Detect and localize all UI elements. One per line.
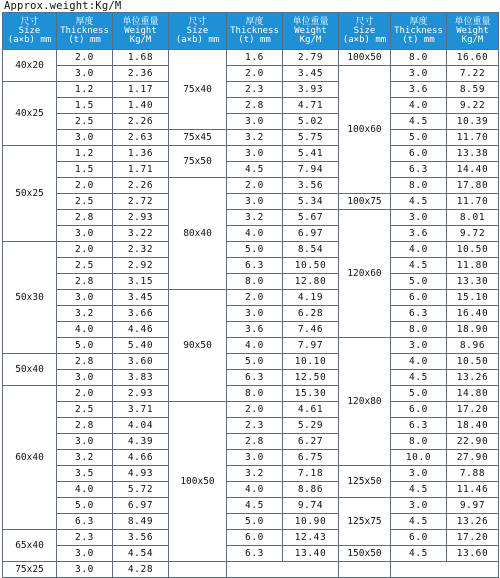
table-row (3, 418, 499, 434)
weight-table (2, 12, 499, 578)
thickness-cell: 3.0 (227, 194, 283, 210)
size-cell: 100x60 (339, 66, 391, 194)
thickness-cell: 2.8 (57, 354, 113, 370)
table-row (3, 98, 499, 114)
weight-cell: 2.63 (113, 130, 169, 146)
table-row (3, 386, 499, 402)
weight-cell: 8.01 (447, 210, 499, 226)
table-row (3, 66, 499, 82)
table-row (3, 434, 499, 450)
size-cell: 75x25 (3, 562, 57, 578)
table-row (3, 258, 499, 274)
thickness-cell: 4.0 (391, 242, 447, 258)
thickness-cell: 5.0 (391, 274, 447, 290)
thickness-cell: 3.0 (227, 114, 283, 130)
thickness-cell: 3.2 (57, 306, 113, 322)
weight-cell: 7.94 (283, 162, 339, 178)
size-cell: 120x80 (339, 338, 391, 466)
weight-cell: 14.80 (447, 386, 499, 402)
weight-cell: 27.90 (447, 450, 499, 466)
weight-caption: Approx.weight:Kg/M (4, 0, 122, 12)
size-header: 尺寸 Size (a×b) mm (3, 13, 57, 50)
table-row (3, 562, 499, 578)
weight-cell: 6.28 (283, 306, 339, 322)
table-row (3, 450, 499, 466)
weight-header: 单位重量 Weight Kg/M (113, 13, 169, 50)
thickness-cell: 4.5 (391, 482, 447, 498)
weight-cell: 3.15 (113, 274, 169, 290)
weight-cell: 11.70 (447, 194, 499, 210)
table-row (3, 498, 499, 514)
thickness-cell: 5.0 (57, 498, 113, 514)
thickness-cell: 6.3 (391, 306, 447, 322)
table-row (3, 402, 499, 418)
weight-cell: 11.46 (447, 482, 499, 498)
thickness-cell: 2.5 (57, 114, 113, 130)
thickness-cell: 6.3 (227, 258, 283, 274)
size-cell: 90x50 (169, 290, 227, 402)
thickness-cell: 8.0 (391, 178, 447, 194)
thickness-cell: 4.5 (391, 370, 447, 386)
blank-cell (391, 562, 499, 578)
table-row (3, 146, 499, 162)
thickness-cell: 8.0 (227, 274, 283, 290)
thickness-cell: 4.0 (227, 226, 283, 242)
size-cell: 125x50 (339, 466, 391, 498)
weight-cell: 1.36 (113, 146, 169, 162)
weight-cell: 15.10 (447, 290, 499, 306)
weight-cell: 3.45 (113, 290, 169, 306)
thickness-cell: 8.0 (227, 386, 283, 402)
thickness-cell: 4.5 (227, 162, 283, 178)
table-row (3, 466, 499, 482)
thickness-cell: 5.0 (391, 386, 447, 402)
thickness-cell: 1.6 (227, 50, 283, 66)
weight-cell: 10.39 (447, 114, 499, 130)
thickness-cell: 3.0 (57, 226, 113, 242)
thickness-cell: 3.0 (391, 498, 447, 514)
weight-cell: 1.40 (113, 98, 169, 114)
thickness-cell: 3.5 (57, 466, 113, 482)
weight-cell: 9.72 (447, 226, 499, 242)
weight-cell: 17.20 (447, 402, 499, 418)
size-cell: 100x50 (169, 402, 227, 562)
table-row (3, 226, 499, 242)
thickness-cell: 3.0 (227, 306, 283, 322)
weight-cell: 8.96 (447, 338, 499, 354)
weight-cell: 16.60 (447, 50, 499, 66)
weight-cell: 18.90 (447, 322, 499, 338)
thickness-cell: 3.2 (227, 130, 283, 146)
size-header: 尺寸 Size (a×b) mm (169, 13, 227, 50)
table-row (3, 546, 499, 562)
thickness-cell: 4.0 (227, 338, 283, 354)
thickness-cell: 4.0 (391, 354, 447, 370)
thickness-cell: 3.0 (227, 146, 283, 162)
weight-header: 单位重量 Weight Kg/M (283, 13, 339, 50)
size-cell: 75x45 (169, 130, 227, 146)
size-cell: 100x50 (339, 50, 391, 66)
thickness-cell: 1.2 (57, 146, 113, 162)
thickness-cell: 2.5 (57, 194, 113, 210)
thickness-cell: 4.0 (227, 482, 283, 498)
weight-cell: 5.72 (113, 482, 169, 498)
size-header: 尺寸 Size (a×b) mm (339, 13, 391, 50)
weight-cell: 4.54 (113, 546, 169, 562)
thickness-cell: 5.0 (227, 242, 283, 258)
weight-cell: 10.50 (283, 258, 339, 274)
weight-cell: 18.40 (447, 418, 499, 434)
table-row (3, 354, 499, 370)
size-cell: 50x30 (3, 242, 57, 354)
table-row (3, 274, 499, 290)
thickness-cell: 5.0 (227, 354, 283, 370)
weight-cell: 9.74 (283, 498, 339, 514)
weight-cell: 5.29 (283, 418, 339, 434)
weight-cell: 5.75 (283, 130, 339, 146)
weight-cell: 6.27 (283, 434, 339, 450)
thickness-cell: 4.0 (57, 322, 113, 338)
thickness-cell: 6.3 (391, 162, 447, 178)
thickness-cell: 3.6 (391, 226, 447, 242)
weight-cell: 6.97 (283, 226, 339, 242)
thickness-cell: 6.3 (57, 514, 113, 530)
thickness-cell: 4.5 (391, 258, 447, 274)
size-cell: 65x40 (3, 530, 57, 562)
thickness-cell: 5.0 (227, 514, 283, 530)
weight-cell: 12.43 (283, 530, 339, 546)
weight-cell: 3.56 (283, 178, 339, 194)
blank-cell (169, 562, 227, 578)
size-cell: 75x50 (169, 146, 227, 178)
weight-cell: 11.80 (447, 258, 499, 274)
weight-cell: 9.22 (447, 98, 499, 114)
weight-cell: 2.93 (113, 386, 169, 402)
weight-cell: 10.10 (283, 354, 339, 370)
thickness-cell: 4.0 (391, 98, 447, 114)
weight-cell: 8.49 (113, 514, 169, 530)
thickness-cell: 1.2 (57, 82, 113, 98)
table-row (3, 530, 499, 546)
thickness-cell: 2.8 (227, 434, 283, 450)
thickness-cell: 8.0 (391, 322, 447, 338)
thickness-cell: 3.0 (57, 546, 113, 562)
thickness-cell: 2.3 (227, 82, 283, 98)
weight-cell: 3.93 (283, 82, 339, 98)
thickness-cell: 5.0 (391, 130, 447, 146)
weight-cell: 2.79 (283, 50, 339, 66)
weight-cell: 13.38 (447, 146, 499, 162)
blank-cell (339, 562, 391, 578)
size-cell: 60x40 (3, 386, 57, 530)
thickness-cell: 3.0 (57, 290, 113, 306)
thickness-cell: 2.0 (227, 66, 283, 82)
thickness-cell: 2.3 (57, 530, 113, 546)
weight-cell: 2.93 (113, 210, 169, 226)
size-cell: 150x50 (339, 546, 391, 562)
thickness-cell: 3.0 (57, 370, 113, 386)
weight-cell: 16.40 (447, 306, 499, 322)
thickness-cell: 4.5 (227, 498, 283, 514)
weight-cell: 6.97 (113, 498, 169, 514)
table-row (3, 178, 499, 194)
weight-cell: 7.46 (283, 322, 339, 338)
weight-cell: 7.18 (283, 466, 339, 482)
thickness-cell: 5.0 (57, 338, 113, 354)
thickness-cell: 10.0 (391, 450, 447, 466)
thickness-cell: 2.8 (57, 274, 113, 290)
weight-cell: 12.80 (283, 274, 339, 290)
weight-cell: 2.26 (113, 114, 169, 130)
thickness-cell: 6.0 (227, 530, 283, 546)
weight-cell: 5.40 (113, 338, 169, 354)
thickness-cell: 6.3 (227, 370, 283, 386)
weight-cell: 4.61 (283, 402, 339, 418)
weight-cell: 3.83 (113, 370, 169, 386)
weight-cell: 13.60 (447, 546, 499, 562)
thickness-cell: 1.5 (57, 98, 113, 114)
table-row (3, 482, 499, 498)
thickness-cell: 2.0 (57, 386, 113, 402)
weight-cell: 2.36 (113, 66, 169, 82)
table-row (3, 514, 499, 530)
weight-cell: 22.90 (447, 434, 499, 450)
weight-cell: 9.97 (447, 498, 499, 514)
thickness-cell: 2.8 (57, 418, 113, 434)
thickness-cell: 3.0 (57, 562, 113, 578)
weight-cell: 2.72 (113, 194, 169, 210)
table-row (3, 82, 499, 98)
table-row (3, 50, 499, 66)
thickness-cell: 8.0 (391, 434, 447, 450)
thickness-cell: 6.3 (391, 418, 447, 434)
size-cell: 50x25 (3, 146, 57, 242)
weight-cell: 4.19 (283, 290, 339, 306)
size-cell: 125x75 (339, 498, 391, 546)
weight-cell: 4.93 (113, 466, 169, 482)
thickness-cell: 2.0 (227, 402, 283, 418)
thickness-cell: 4.5 (391, 194, 447, 210)
thickness-cell: 6.0 (391, 530, 447, 546)
weight-cell: 12.50 (283, 370, 339, 386)
weight-cell: 3.60 (113, 354, 169, 370)
weight-cell: 1.71 (113, 162, 169, 178)
thickness-cell: 1.5 (57, 162, 113, 178)
weight-cell: 5.02 (283, 114, 339, 130)
thickness-cell: 3.0 (227, 450, 283, 466)
weight-cell: 17.20 (447, 530, 499, 546)
weight-cell: 3.66 (113, 306, 169, 322)
size-cell: 40x25 (3, 82, 57, 146)
thickness-header: 厚度 Thickness (t) mm (57, 13, 113, 50)
thickness-cell: 3.6 (227, 322, 283, 338)
weight-cell: 8.86 (283, 482, 339, 498)
weight-cell: 4.28 (113, 562, 169, 578)
thickness-cell: 6.0 (391, 146, 447, 162)
thickness-cell: 3.0 (391, 338, 447, 354)
weight-cell: 4.04 (113, 418, 169, 434)
thickness-cell: 2.0 (227, 290, 283, 306)
weight-cell: 4.71 (283, 98, 339, 114)
thickness-cell: 6.0 (391, 290, 447, 306)
thickness-cell: 3.0 (57, 130, 113, 146)
blank-cell (227, 562, 339, 578)
weight-cell: 7.22 (447, 66, 499, 82)
weight-cell: 3.45 (283, 66, 339, 82)
weight-cell: 7.97 (283, 338, 339, 354)
weight-cell: 14.40 (447, 162, 499, 178)
weight-cell: 8.54 (283, 242, 339, 258)
thickness-cell: 2.0 (57, 178, 113, 194)
weight-cell: 13.30 (447, 274, 499, 290)
weight-cell: 4.39 (113, 434, 169, 450)
thickness-cell: 2.0 (57, 50, 113, 66)
thickness-cell: 3.0 (391, 210, 447, 226)
weight-cell: 6.75 (283, 450, 339, 466)
weight-cell: 2.92 (113, 258, 169, 274)
weight-cell: 5.67 (283, 210, 339, 226)
thickness-cell: 3.0 (391, 466, 447, 482)
weight-cell: 3.71 (113, 402, 169, 418)
size-cell: 50x40 (3, 354, 57, 386)
weight-cell: 1.68 (113, 50, 169, 66)
weight-cell: 5.41 (283, 146, 339, 162)
thickness-cell: 3.2 (227, 210, 283, 226)
size-cell: 120x60 (339, 210, 391, 338)
table-row (3, 162, 499, 178)
weight-cell: 2.32 (113, 242, 169, 258)
table-row (3, 338, 499, 354)
table-row (3, 210, 499, 226)
weight-cell: 10.90 (283, 514, 339, 530)
weight-cell: 2.26 (113, 178, 169, 194)
weight-cell: 4.46 (113, 322, 169, 338)
thickness-cell: 3.0 (391, 66, 447, 82)
weight-cell: 13.26 (447, 514, 499, 530)
weight-cell: 5.34 (283, 194, 339, 210)
thickness-cell: 3.0 (57, 434, 113, 450)
thickness-cell: 4.5 (391, 546, 447, 562)
table-row (3, 306, 499, 322)
size-cell: 40x20 (3, 50, 57, 82)
thickness-cell: 2.5 (57, 258, 113, 274)
weight-cell: 13.40 (283, 546, 339, 562)
table-row (3, 290, 499, 306)
weight-header: 单位重量 Weight Kg/M (447, 13, 499, 50)
header-row (3, 13, 499, 50)
table-row (3, 322, 499, 338)
weight-cell: 3.22 (113, 226, 169, 242)
table-row (3, 242, 499, 258)
thickness-cell: 6.3 (227, 546, 283, 562)
size-cell: 80x40 (169, 178, 227, 290)
thickness-cell: 3.2 (227, 466, 283, 482)
thickness-cell: 3.0 (57, 66, 113, 82)
table-row (3, 194, 499, 210)
weight-cell: 7.88 (447, 466, 499, 482)
thickness-cell: 2.0 (227, 178, 283, 194)
weight-cell: 11.70 (447, 130, 499, 146)
weight-cell: 15.30 (283, 386, 339, 402)
thickness-cell: 2.8 (57, 210, 113, 226)
table-row (3, 370, 499, 386)
thickness-cell: 2.8 (227, 98, 283, 114)
weight-cell: 8.59 (447, 82, 499, 98)
thickness-cell: 4.0 (57, 482, 113, 498)
thickness-cell: 8.0 (391, 50, 447, 66)
thickness-header: 厚度 Thickness (t) mm (227, 13, 283, 50)
thickness-cell: 2.3 (227, 418, 283, 434)
weight-cell: 10.50 (447, 354, 499, 370)
thickness-cell: 4.5 (391, 114, 447, 130)
thickness-cell: 6.0 (391, 402, 447, 418)
size-cell: 75x40 (169, 50, 227, 130)
size-cell: 100x75 (339, 194, 391, 210)
weight-cell: 17.80 (447, 178, 499, 194)
thickness-header: 厚度 Thickness (t) mm (391, 13, 447, 50)
thickness-cell: 3.6 (391, 82, 447, 98)
table-row (3, 130, 499, 146)
weight-cell: 10.50 (447, 242, 499, 258)
thickness-cell: 2.0 (57, 242, 113, 258)
thickness-cell: 4.5 (391, 514, 447, 530)
thickness-cell: 2.5 (57, 402, 113, 418)
weight-cell: 3.56 (113, 530, 169, 546)
thickness-cell: 3.2 (57, 450, 113, 466)
weight-cell: 4.66 (113, 450, 169, 466)
table-row (3, 114, 499, 130)
weight-cell: 1.17 (113, 82, 169, 98)
weight-cell: 13.26 (447, 370, 499, 386)
